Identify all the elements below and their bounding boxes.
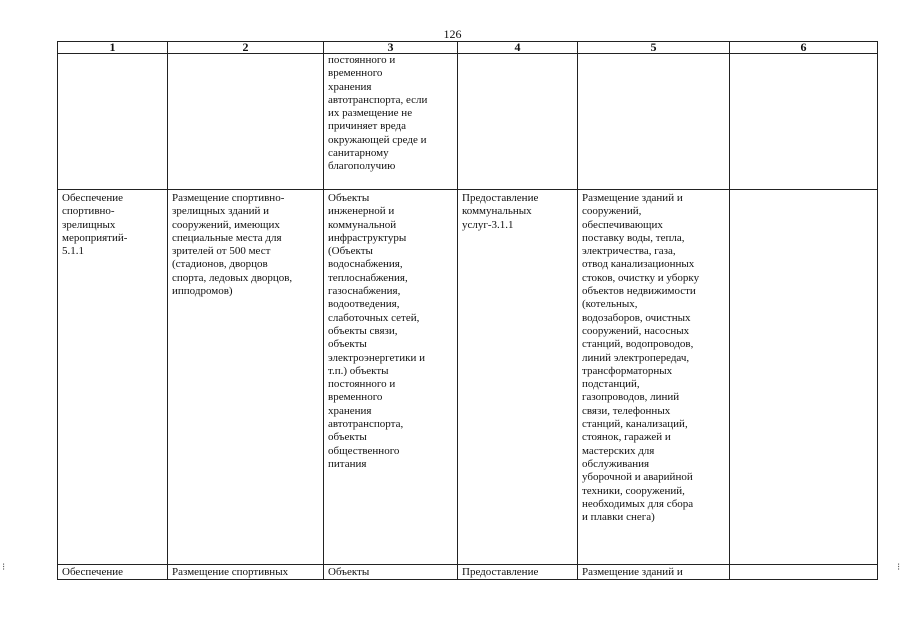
header-cell-6: 6 [730, 42, 878, 54]
table-cell: Обеспечение спортивно- зрелищных мероприятий- 5.1.1 [58, 190, 168, 565]
table-cell [730, 565, 878, 580]
table-cell: Объекты [324, 565, 458, 580]
header-cell-1: 1 [58, 42, 168, 54]
header-cell-5: 5 [578, 42, 730, 54]
right-scan-mark: ⁝ [897, 562, 901, 573]
table-cell: Размещение зданий и сооружений, обеспечивающих поставку воды, тепла, электричества, газа, отвод канализационных стоков, очистку и уборку объектов недвижимости (котельных, водозаборов, очистных сооружений, насосных станций, водопроводов, линий электропередач, трансформаторных подстанций, газопроводов, линий связи, телефонных станций, канализаций, стоянок, гаражей и мастерских для обслуживания уборочной и аварийной техники, сооружений, необходимых для сбора и плавки снега) [578, 190, 730, 565]
table-row [58, 565, 878, 580]
table-cell [458, 54, 578, 190]
table-cell [168, 54, 324, 190]
table-cell: Предоставление [458, 565, 578, 580]
land-use-table [57, 41, 878, 580]
table-cell: постоянного и временного хранения автотранспорта, если их размещение не причиняет вреда окружающей среде и санитарному благополучию [324, 54, 458, 190]
table-row [58, 54, 878, 190]
table-cell [730, 190, 878, 565]
header-cell-4: 4 [458, 42, 578, 54]
left-scan-mark: ⁝ [2, 562, 6, 573]
header-cell-3: 3 [324, 42, 458, 54]
page-number: 126 [443, 27, 462, 41]
table-cell: Объекты инженерной и коммунальной инфраструктуры (Объекты водоснабжения, теплоснабжения, газоснабжения, водоотведения, слаботочных сетей, объекты связи, объекты электроэнергетики и т.п.) объекты постоянного и временного хранения автотранспорта, объекты общественного питания [324, 190, 458, 565]
table-cell [58, 54, 168, 190]
header-row [58, 42, 878, 54]
table-cell: Размещение зданий и [578, 565, 730, 580]
table-cell [578, 54, 730, 190]
table-cell: Предоставление коммунальных услуг-3.1.1 [458, 190, 578, 565]
table-cell [730, 54, 878, 190]
table-cell: Размещение спортивно- зрелищных зданий и сооружений, имеющих специальные места для зрителей от 500 мест (стадионов, дворцов спорта, ледовых дворцов, ипподромов) [168, 190, 324, 565]
header-cell-2: 2 [168, 42, 324, 54]
table-cell: Размещение спортивных [168, 565, 324, 580]
table-cell: Обеспечение [58, 565, 168, 580]
table-row [58, 190, 878, 565]
